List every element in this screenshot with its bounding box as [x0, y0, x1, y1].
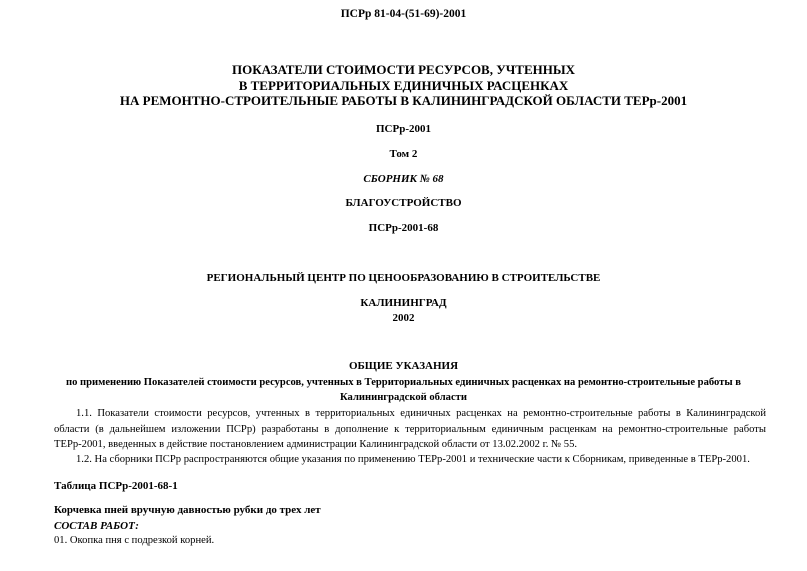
works-heading: СОСТАВ РАБОТ:	[54, 520, 139, 532]
general-heading: ОБЩИЕ УКАЗАНИЯ	[348, 360, 459, 372]
collection-subject: БЛАГОУСТРОЙСТВО	[345, 197, 462, 209]
table-title: Таблица ПСРр-2001-68-1	[54, 480, 178, 492]
works-item: 01. Окопка пня с подрезкой корней.	[54, 535, 215, 546]
publisher-city: КАЛИНИНГРАД	[360, 297, 447, 309]
volume-label: Том 2	[389, 148, 418, 160]
title-line-3: НА РЕМОНТНО-СТРОИТЕЛЬНЫЕ РАБОТЫ В КАЛИНИНГРАДСКОЙ ОБЛАСТИ ТЕРр-2001	[119, 93, 688, 108]
title-line-1: ПОКАЗАТЕЛИ СТОИМОСТИ РЕСУРСОВ, УЧТЕННЫХ	[231, 62, 576, 77]
title-line-2: В ТЕРРИТОРИАЛЬНЫХ ЕДИНИЧНЫХ РАСЦЕНКАХ	[238, 77, 569, 93]
document-code: ПСРр 81-04-(51-69)-2001	[340, 8, 467, 20]
general-subheading-line-2: Калининградской области	[340, 392, 467, 403]
general-subheading	[0, 375, 807, 405]
publisher-year: 2002	[392, 312, 415, 324]
paragraph-1-1: 1.1. Показатели стоимости ресурсов, учтенных в территориальных единичных расценках на ремонтно-строительные работы в Калининградской области (в дальнейшем изложении ПСРр) разработаны в дополнение к территориальным единичным расценкам на ремонтно-строительные работы ТЕРр-2001, введенных в действие постановлением администрации Калининградской области от 13.02.2002 г. № 55.	[54, 408, 766, 450]
paragraph-1-2: 1.2. На сборники ПСРр распространяются общие указания по применению ТЕРр-2001 и технические части к Сборникам, приведенные в ТЕРр-2001.	[76, 454, 750, 465]
collection-code: ПСРр-2001-68	[368, 222, 439, 234]
general-subheading-line-1: по применению Показателей стоимости ресурсов, учтенных в Территориальных единичных расценках на ремонтно-строительные работы в	[65, 377, 742, 388]
document-title	[0, 62, 807, 109]
standard-code: ПСРр-2001	[376, 123, 431, 135]
table-name: Корчевка пней вручную давностью рубки до трех лет	[54, 504, 321, 516]
collection-number: СБОРНИК № 68	[363, 173, 444, 185]
publisher-center: РЕГИОНАЛЬНЫЙ ЦЕНТР ПО ЦЕНООБРАЗОВАНИЮ В СТРОИТЕЛЬСТВЕ	[206, 272, 601, 284]
